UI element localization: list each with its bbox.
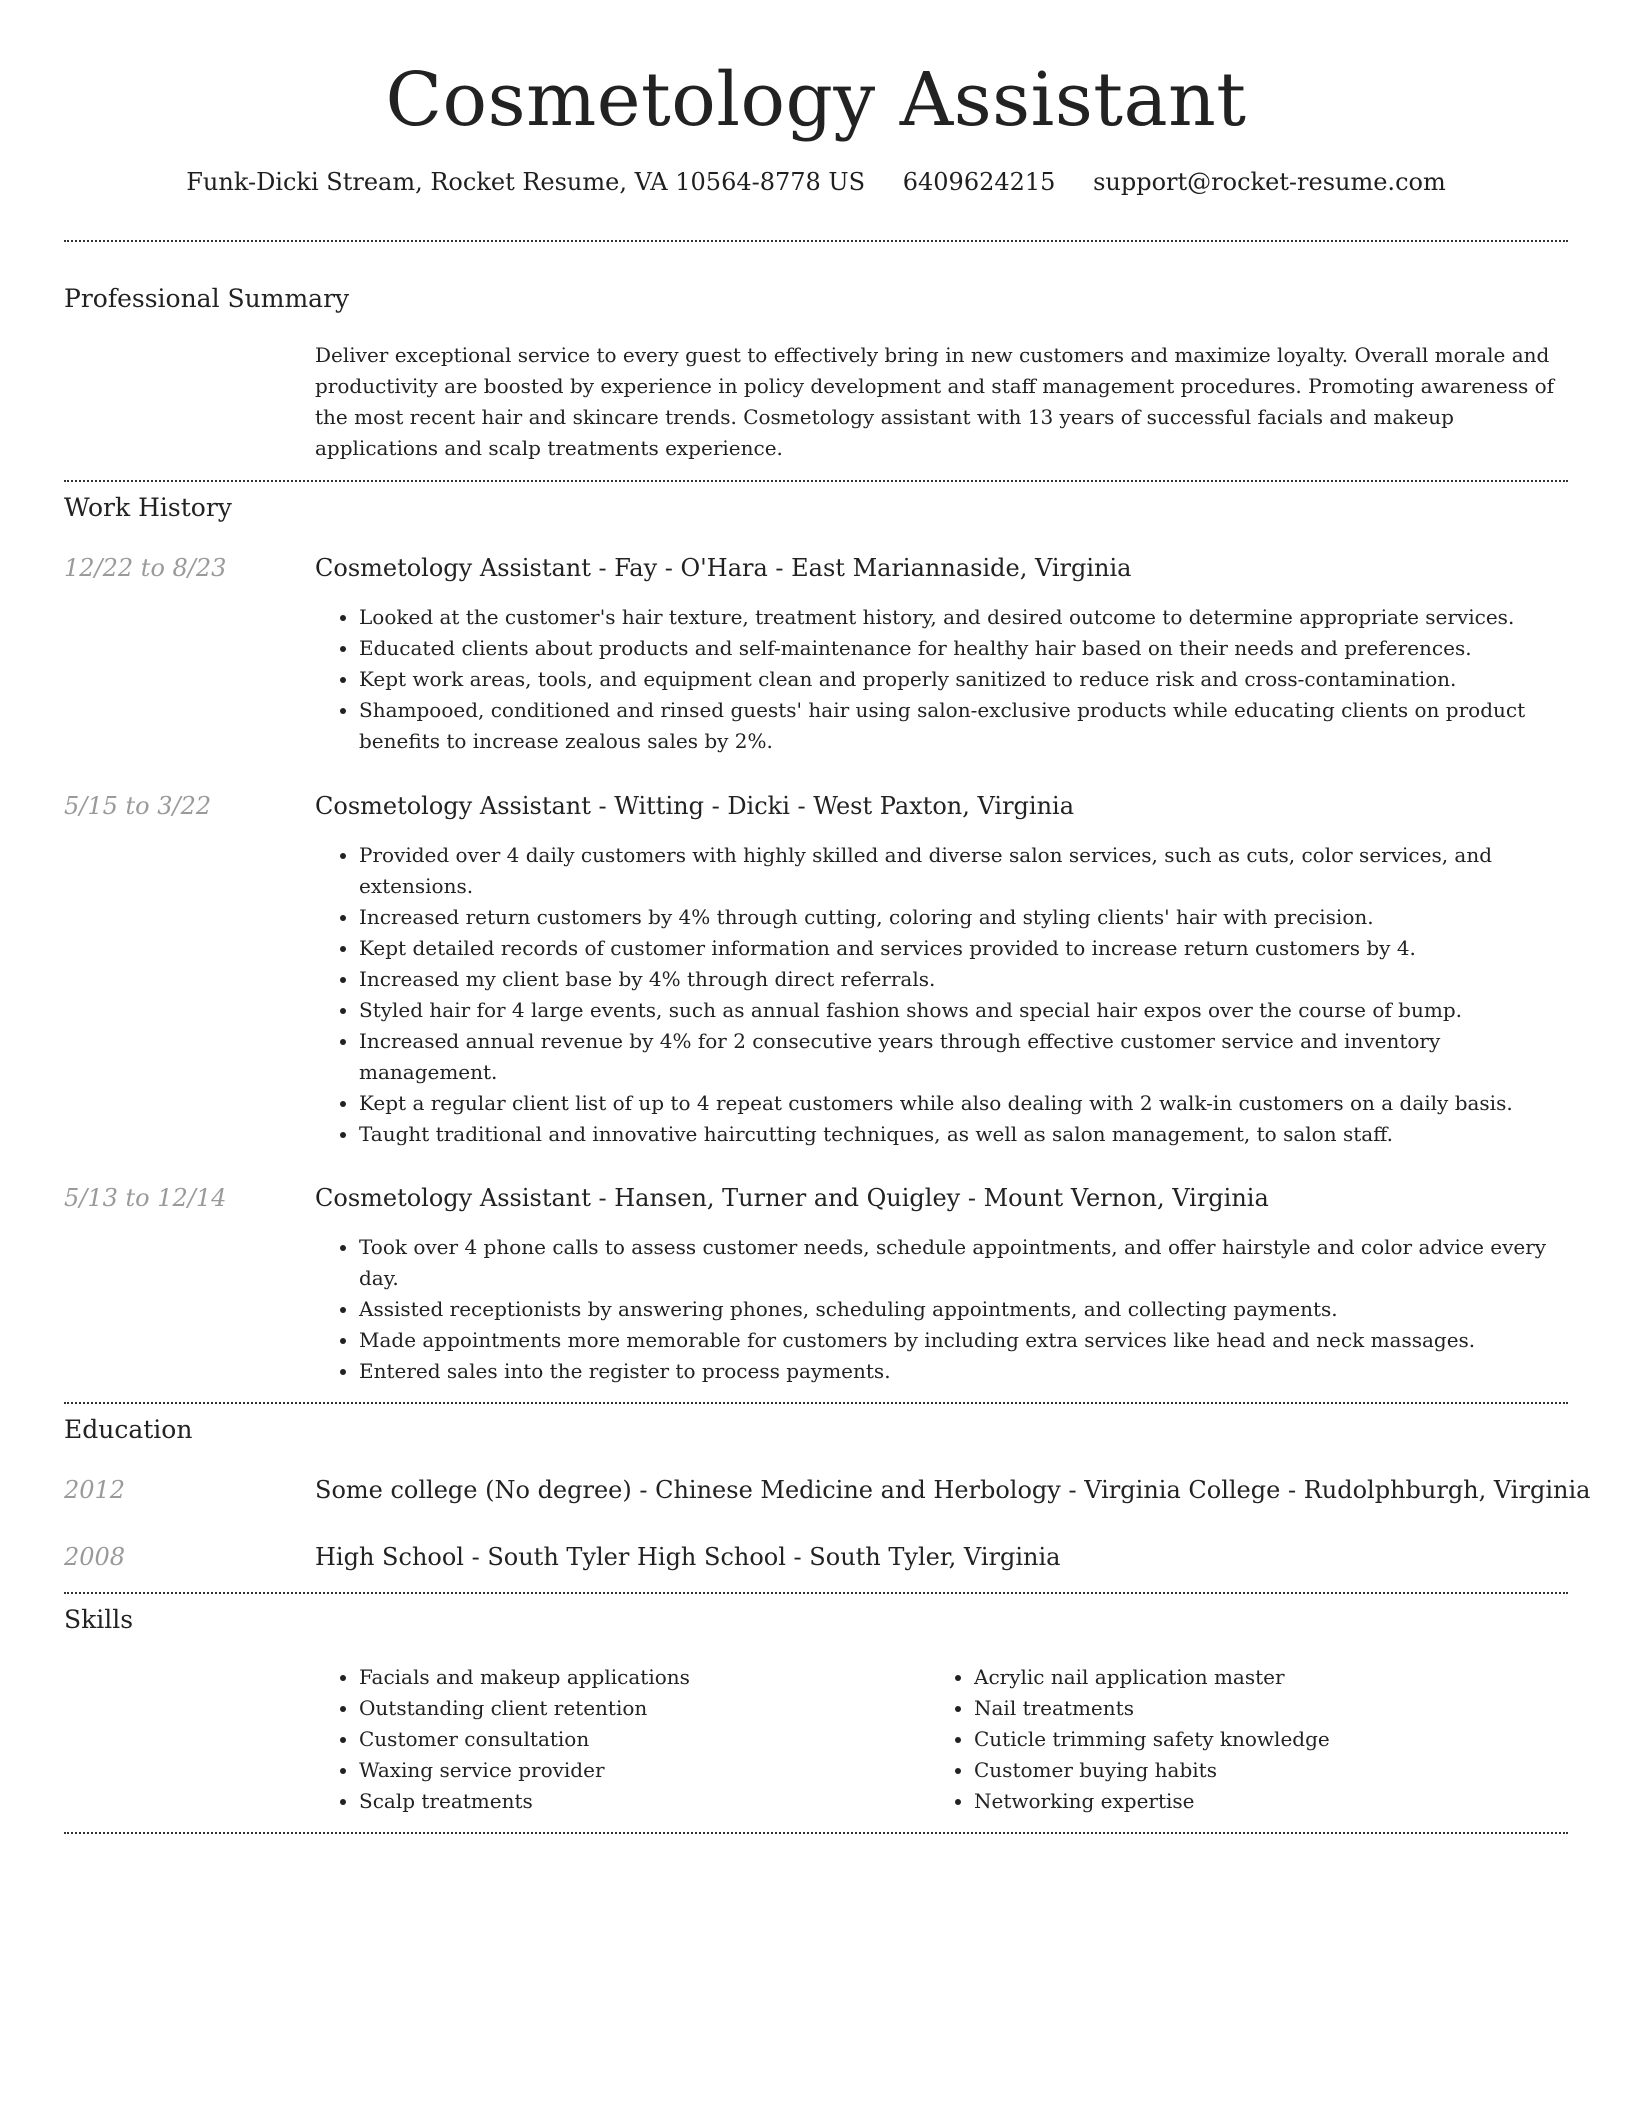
- divider: [64, 480, 1568, 482]
- job-bullet: • Entered sales into the register to process payments.: [359, 1356, 1568, 1387]
- job-dates: 5/13 to 12/14: [64, 1184, 227, 1212]
- job-bullet: • Took over 4 phone calls to assess customer needs, schedule appointments, and offer hairstyle and color advice every day.: [359, 1232, 1568, 1294]
- skill-item: • Nail treatments: [974, 1693, 1490, 1724]
- job-bullet: • Taught traditional and innovative haircutting techniques, as well as salon management, to salon staff.: [359, 1119, 1568, 1150]
- job-bullet: • Assisted receptionists by answering phones, scheduling appointments, and collecting payments.: [359, 1294, 1568, 1325]
- job-bullet: • Increased my client base by 4% through direct referrals.: [359, 964, 1568, 995]
- job-bullet: • Kept a regular client list of up to 4 repeat customers while also dealing with 2 walk-in customers on a daily basis.: [359, 1088, 1568, 1119]
- contact-line: [64, 166, 1568, 198]
- job-dates: 5/15 to 3/22: [64, 792, 212, 820]
- contact-address: Funk-Dicki Stream, Rocket Resume, VA 10564-8778 US: [186, 168, 866, 196]
- divider: [64, 240, 1568, 242]
- skill-item: • Customer consultation: [359, 1724, 875, 1755]
- skills-list-left: [315, 1662, 875, 1817]
- job-dates: 12/22 to 8/23: [64, 554, 227, 582]
- skill-item: • Scalp treatments: [359, 1786, 875, 1817]
- education-heading-line: Some college (No degree) - Chinese Medicine and Herbology - Virginia College - Rudolphburgh, Virginia: [315, 1476, 1591, 1504]
- job-bullet: • Increased return customers by 4% through cutting, coloring and styling clients' hair with precision.: [359, 902, 1568, 933]
- job-bullet-list: [315, 1232, 1568, 1387]
- job-bullet: • Styled hair for 4 large events, such as annual fashion shows and special hair expos over the course of bump.: [359, 995, 1568, 1026]
- job-bullet-list: [315, 840, 1568, 1150]
- job-heading: Cosmetology Assistant - Fay - O'Hara - East Mariannaside, Virginia: [315, 554, 1132, 582]
- skill-item: • Outstanding client retention: [359, 1693, 875, 1724]
- divider: [64, 1592, 1568, 1594]
- job-bullet: • Looked at the customer's hair texture, treatment history, and desired outcome to determine appropriate services.: [359, 602, 1568, 633]
- job-bullet: • Shampooed, conditioned and rinsed guests' hair using salon-exclusive products while educating clients on product benefits to increase zealous sales by 2%.: [359, 695, 1568, 757]
- candidate-name: Cosmetology Assistant: [385, 57, 1247, 143]
- job-bullet: • Kept work areas, tools, and equipment clean and properly sanitized to reduce risk and cross-contamination.: [359, 664, 1568, 695]
- work-history-heading: Work History: [64, 493, 232, 522]
- divider: [64, 1832, 1568, 1834]
- resume-page: [64, 0, 1591, 1813]
- job-heading: Cosmetology Assistant - Hansen, Turner and Quigley - Mount Vernon, Virginia: [315, 1184, 1269, 1212]
- skill-item: • Cuticle trimming safety knowledge: [974, 1724, 1490, 1755]
- summary-text: Deliver exceptional service to every guest to effectively bring in new customers and maximize loyalty. Overall morale and productivity are boosted by experience in policy development and staff management procedures. Promoting awareness of the most recent hair and skincare trends. Cosmetology assistant with 13 years of successful facials and makeup applications and scalp treatments experience.: [315, 343, 1555, 460]
- job-heading: Cosmetology Assistant - Witting - Dicki - West Paxton, Virginia: [315, 792, 1075, 820]
- education-year: 2008: [64, 1543, 126, 1571]
- skill-item: • Customer buying habits: [974, 1755, 1490, 1786]
- job-bullet: • Kept detailed records of customer information and services provided to increase return customers by 4.: [359, 933, 1568, 964]
- skills-heading: Skills: [64, 1605, 134, 1634]
- skills-list-right: [930, 1662, 1490, 1817]
- skill-item: • Acrylic nail application master: [974, 1662, 1490, 1693]
- education-heading-line: High School - South Tyler High School - South Tyler, Virginia: [315, 1543, 1061, 1571]
- skill-item: • Networking expertise: [974, 1786, 1490, 1817]
- job-bullet: • Increased annual revenue by 4% for 2 consecutive years through effective customer service and inventory management.: [359, 1026, 1568, 1088]
- job-bullet: • Provided over 4 daily customers with highly skilled and diverse salon services, such as cuts, color services, and extensions.: [359, 840, 1568, 902]
- divider: [64, 1402, 1568, 1404]
- education-heading: Education: [64, 1415, 193, 1444]
- contact-phone: 6409624215: [902, 168, 1056, 196]
- job-bullet-list: [315, 602, 1568, 757]
- skill-item: • Waxing service provider: [359, 1755, 875, 1786]
- summary-heading: Professional Summary: [64, 284, 350, 313]
- contact-email: support@rocket-resume.com: [1093, 168, 1446, 196]
- education-year: 2012: [64, 1476, 126, 1504]
- job-bullet: • Educated clients about products and self-maintenance for healthy hair based on their needs and preferences.: [359, 633, 1568, 664]
- job-bullet: • Made appointments more memorable for customers by including extra services like head and neck massages.: [359, 1325, 1568, 1356]
- skill-item: • Facials and makeup applications: [359, 1662, 875, 1693]
